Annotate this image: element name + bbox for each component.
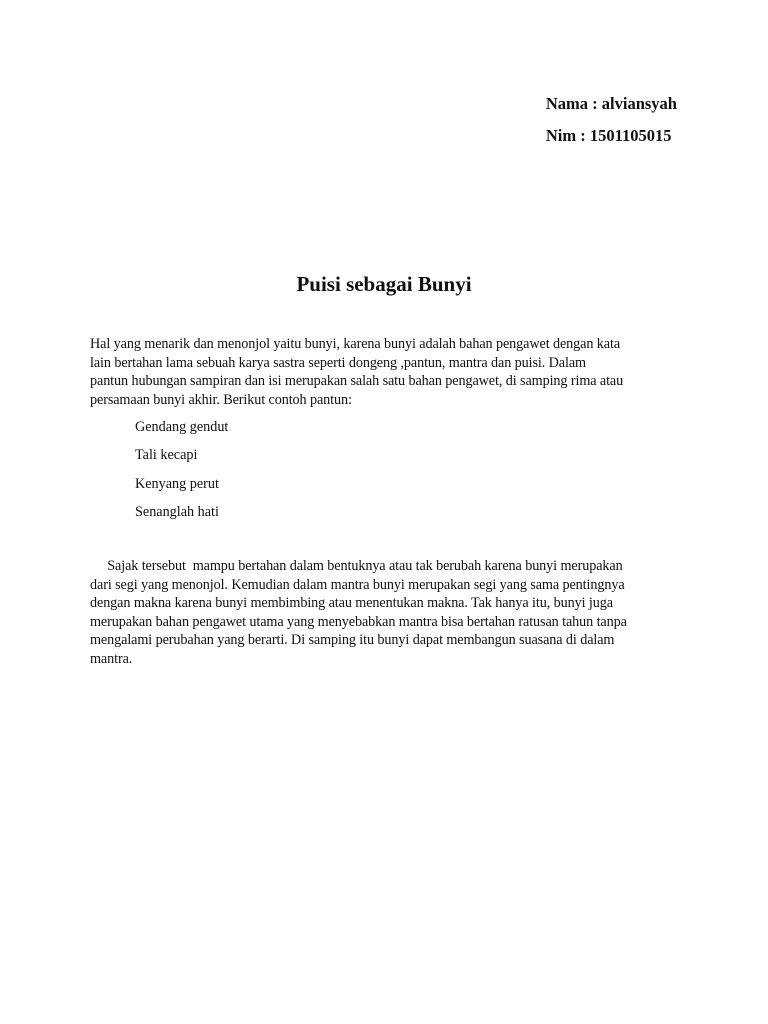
paragraph-line: lain bertahan lama sebuah karya sastra seperti dongeng ,pantun, mantra dan puisi. Dalam [90, 354, 586, 371]
pantun-line: Kenyang perut [135, 475, 219, 492]
author-name: Nama : alviansyah [545, 94, 677, 113]
paragraph-line: merupakan bahan pengawet utama yang menyebabkan mantra bisa bertahan ratusan tahun tanpa [90, 613, 627, 630]
pantun-line: Tali kecapi [135, 447, 198, 464]
document-title: Puisi sebagai Bunyi [296, 272, 472, 296]
paragraph-line: Hal yang menarik dan menonjol yaitu bunyi, karena bunyi adalah bahan pengawet dengan kata [90, 336, 621, 352]
paragraph-line: dengan makna karena bunyi membimbing atau menentukan makna. Tak hanya itu, bunyi juga [90, 595, 613, 612]
author-nim: Nim : 1501105015 [545, 126, 672, 145]
pantun-line: Gendang gendut [135, 419, 229, 435]
paragraph-line: mantra. [90, 650, 133, 667]
pantun-line: Senanglah hati [135, 503, 219, 520]
paragraph-explanation [90, 557, 686, 669]
pantun-example [135, 417, 228, 530]
paragraph-line: pantun hubungan sampiran dan isi merupakan salah satu bahan pengawet, di samping rima atau [90, 373, 624, 390]
paragraph-line: persamaan bunyi akhir. Berikut contoh pantun: [90, 391, 352, 408]
paragraph-line: mengalami perubahan yang berarti. Di samping itu bunyi dapat membangun suasana di dalam [90, 632, 615, 649]
paragraph-line: Sajak tersebut mampu bertahan dalam bentuknya atau tak berubah karena bunyi merupakan [90, 558, 623, 574]
author-info [546, 93, 677, 157]
paragraph-intro [90, 335, 686, 409]
paragraph-line: dari segi yang menonjol. Kemudian dalam mantra bunyi merupakan segi yang sama pentingnya [90, 576, 625, 593]
